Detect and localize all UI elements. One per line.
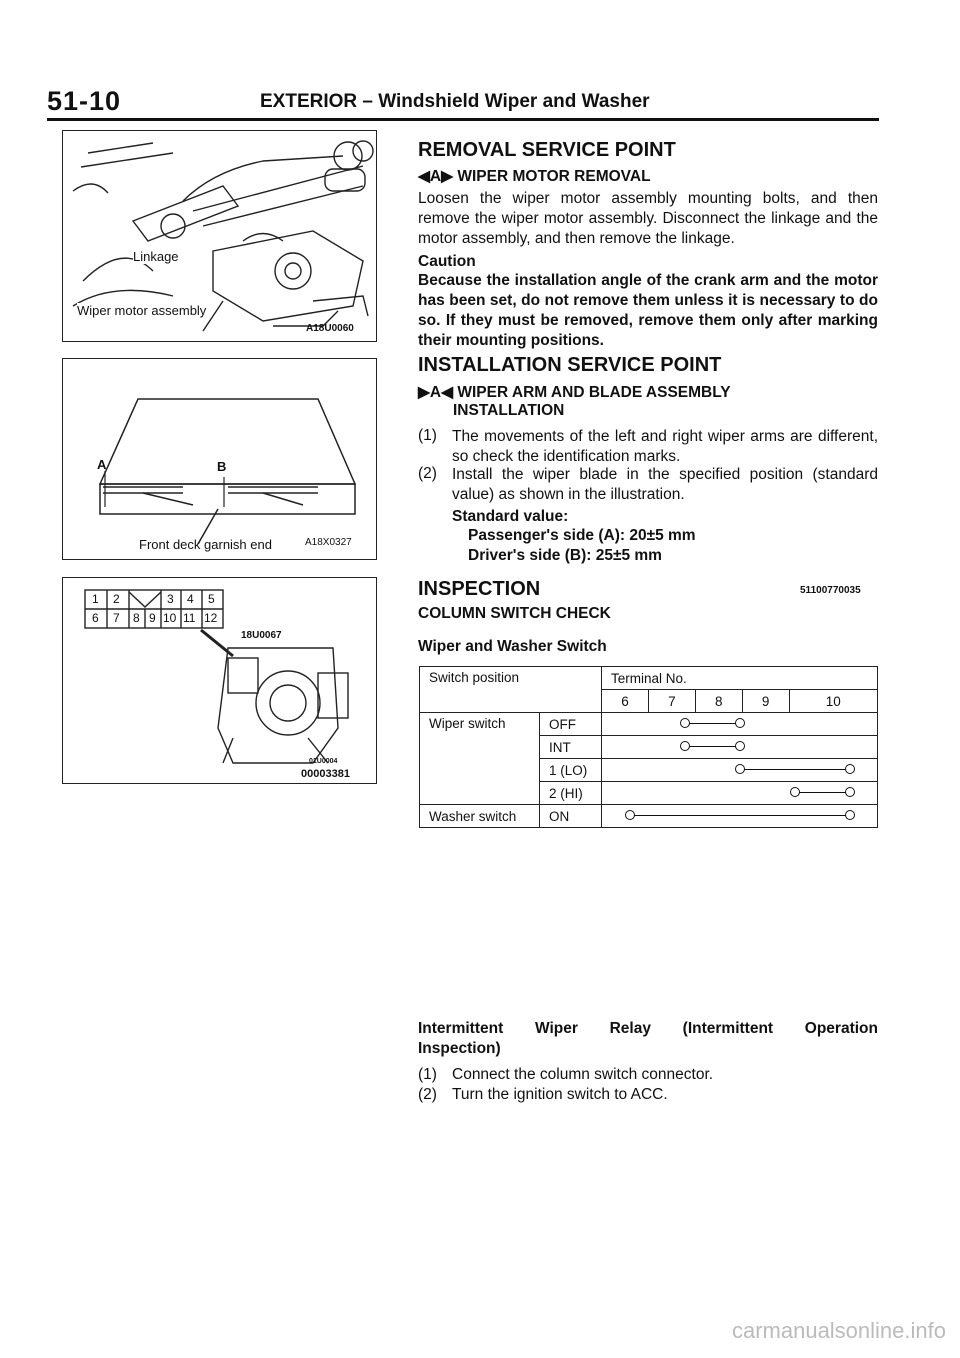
position-lo: 1 (LO)	[540, 759, 602, 782]
removal-heading: REMOVAL SERVICE POINT	[418, 139, 676, 161]
terminal-9: 9	[742, 690, 789, 713]
continuity-int	[602, 736, 878, 759]
installation-subtitle-2: INSTALLATION	[453, 402, 565, 419]
position-on: ON	[540, 805, 602, 828]
installation-subheading	[418, 383, 878, 403]
standard-value-b: Driver's side (B): 25±5 mm	[468, 547, 662, 564]
continuity-line	[630, 815, 851, 816]
relay-heading-word: Wiper	[534, 1020, 578, 1037]
continuity-terminal-mark	[845, 764, 855, 774]
washer-switch-label: Washer switch	[420, 805, 540, 828]
pin-8: 8	[133, 611, 140, 625]
caution-text: Because the installation angle of the crank arm and the motor has been set, do not remove them unless it is necessary to do so. If they must be removed, remove them only after marking their mounting positions.	[418, 272, 878, 349]
inspection-code: 51100770035	[800, 585, 861, 596]
col-terminal-no: Terminal No.	[602, 667, 878, 690]
relay-heading-line-2: Inspection)	[418, 1040, 501, 1057]
pin-9: 9	[149, 611, 156, 625]
pin-2: 2	[113, 592, 120, 606]
continuity-terminal-mark	[790, 787, 800, 797]
label-wiper-motor: Wiper motor assembly	[77, 303, 207, 318]
watermark: carmanualsonline.info	[731, 1318, 946, 1343]
position-off: OFF	[540, 713, 602, 736]
figure-code-small: 01U0004	[309, 758, 338, 765]
figure-code: A18U0060	[306, 323, 354, 334]
removal-subheading	[418, 167, 878, 187]
terminal-10: 10	[789, 690, 877, 713]
figure-front-deck	[62, 358, 377, 560]
step-number: (1)	[418, 427, 437, 444]
continuity-off	[602, 713, 878, 736]
table-row	[420, 713, 878, 736]
continuity-wire	[602, 782, 877, 804]
figure-wiper-motor	[62, 130, 377, 342]
terminal-7: 7	[648, 690, 695, 713]
column-switch-check-heading: COLUMN SWITCH CHECK	[418, 605, 611, 622]
installation-step-2: Install the wiper blade in the specified position (standard value) as shown in the illustration.	[452, 466, 878, 503]
figure-code: A18X0327	[305, 537, 352, 548]
continuity-terminal-mark	[625, 810, 635, 820]
pin-10: 10	[163, 611, 177, 625]
continuity-terminal-mark	[845, 787, 855, 797]
inspection-heading: INSPECTION	[418, 578, 541, 600]
relay-step-2: Turn the ignition switch to ACC.	[452, 1086, 668, 1103]
col-switch-position: Switch position	[420, 667, 602, 713]
table-title: Wiper and Washer Switch	[418, 638, 607, 655]
continuity-terminal-mark	[680, 718, 690, 728]
removal-marker: ◀A▶	[418, 168, 454, 185]
continuity-on	[602, 805, 878, 828]
column-switch-illustration	[63, 578, 376, 783]
installation-step-1: The movements of the left and right wiper arms are different, so check the identification marks.	[452, 428, 878, 465]
page-number: 51-10	[47, 86, 122, 116]
table-header-row	[420, 667, 878, 690]
pin-5: 5	[208, 592, 215, 606]
pin-1: 1	[92, 592, 99, 606]
relay-step-1: Connect the column switch connector.	[452, 1066, 714, 1083]
pin-7: 7	[113, 611, 120, 625]
installation-subtitle-1: WIPER ARM AND BLADE ASSEMBLY	[457, 384, 731, 401]
step-number: (2)	[418, 465, 437, 482]
continuity-terminal-mark	[735, 764, 745, 774]
step-number: (2)	[418, 1086, 437, 1103]
label-b: B	[217, 459, 227, 474]
removal-subtitle: WIPER MOTOR REMOVAL	[457, 168, 651, 185]
continuity-wire	[602, 736, 877, 758]
pin-12: 12	[204, 611, 218, 625]
installation-marker: ▶A◀	[418, 384, 454, 401]
terminal-6: 6	[602, 690, 649, 713]
header-rule	[47, 118, 879, 121]
continuity-line	[740, 769, 850, 770]
relay-heading-word: (Intermittent	[682, 1020, 774, 1037]
wiper-switch-label: Wiper switch	[420, 713, 540, 805]
relay-heading-word: Intermittent	[418, 1020, 504, 1037]
relay-heading-word: Operation	[804, 1020, 878, 1037]
standard-value-a: Passenger's side (A): 20±5 mm	[468, 527, 696, 544]
pin-4: 4	[187, 592, 194, 606]
continuity-wire	[602, 759, 877, 781]
continuity-line	[795, 792, 850, 793]
pin-11: 11	[183, 611, 196, 625]
continuity-line	[685, 723, 740, 724]
installation-heading: INSTALLATION SERVICE POINT	[418, 354, 722, 376]
continuity-wire	[602, 805, 877, 827]
page-title: EXTERIOR – Windshield Wiper and Washer	[260, 91, 650, 112]
continuity-line	[685, 746, 740, 747]
continuity-terminal-mark	[735, 718, 745, 728]
continuity-terminal-mark	[845, 810, 855, 820]
table-row	[420, 805, 878, 828]
continuity-hi	[602, 782, 878, 805]
continuity-terminal-mark	[735, 741, 745, 751]
continuity-terminal-mark	[680, 741, 690, 751]
continuity-wire	[602, 713, 877, 735]
figure-column-switch	[62, 577, 377, 784]
figure-caption: Front deck garnish end	[139, 537, 272, 552]
label-a: A	[97, 457, 107, 472]
terminal-8: 8	[695, 690, 742, 713]
relay-heading-word: Relay	[609, 1020, 651, 1037]
step-number: (1)	[418, 1066, 437, 1083]
removal-body: Loosen the wiper motor assembly mounting bolts, and then remove the wiper motor assembly. Disconnect the linkage and the motor assembly, and then remove the linkage.	[418, 190, 878, 247]
label-linkage: Linkage	[133, 249, 179, 264]
position-int: INT	[540, 736, 602, 759]
standard-value-label: Standard value:	[452, 508, 569, 525]
continuity-lo	[602, 759, 878, 782]
position-hi: 2 (HI)	[540, 782, 602, 805]
relay-heading	[418, 1020, 878, 1038]
figure-code-bottom: 00003381	[301, 768, 350, 780]
caution-label: Caution	[418, 253, 476, 270]
pin-6: 6	[92, 611, 99, 625]
pin-3: 3	[167, 592, 174, 606]
switch-continuity-table	[419, 666, 878, 828]
figure-code-top: 18U0067	[241, 630, 282, 641]
